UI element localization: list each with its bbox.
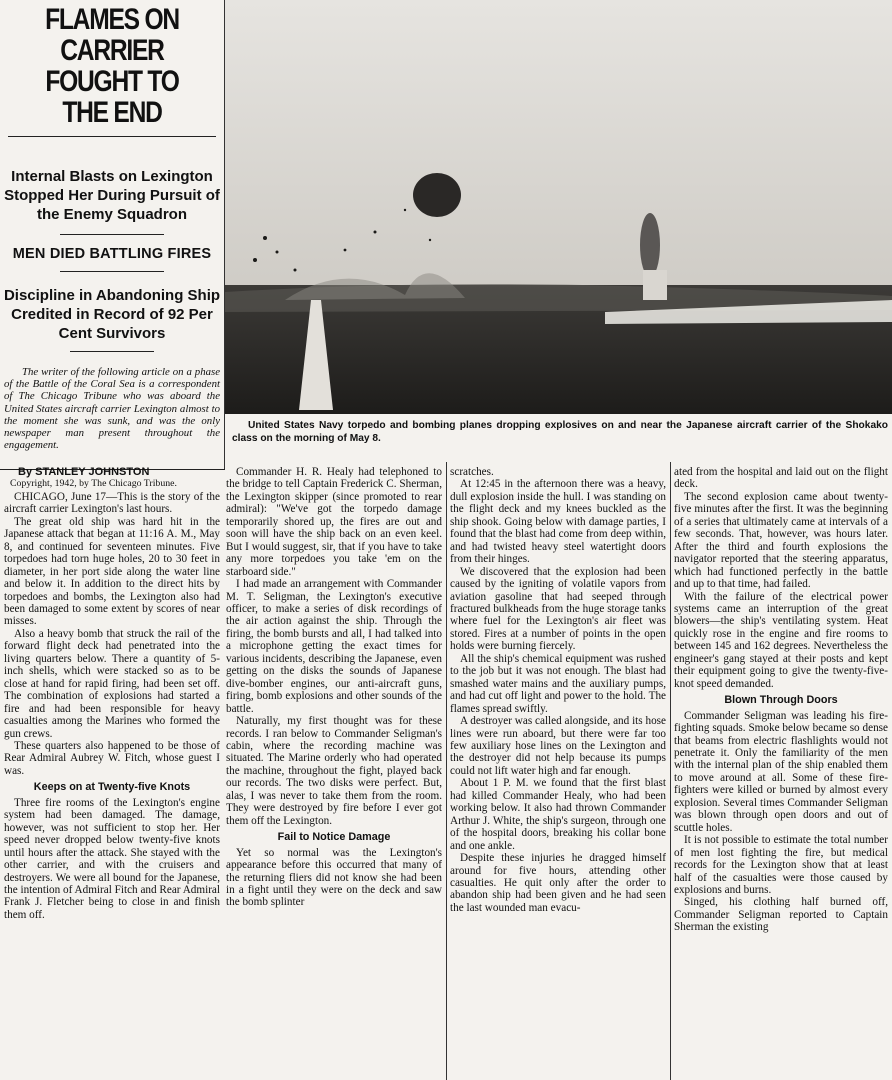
- paragraph: Commander H. R. Healy had telephoned to the bridge to tell Captain Frederick C. Sherman, the Lexington skipper (since promoted to rear admiral): "We've got the torpedo damage temporarily shored up, the fires are out and soon will have the ship back on an even keel. But I would suggest, sir, that if you have to take any more torpedoes you take 'em on the starboard side.": [226, 466, 442, 578]
- article-column-3: [450, 466, 666, 914]
- smoke-column: [640, 213, 660, 277]
- paragraph: These quarters also happened to be those of Rear Admiral Aubrey W. Fitch, whose guest I was.: [4, 739, 220, 777]
- paragraph: We discovered that the explosion had been caused by the igniting of volatile vapors from aviation gasoline that had seeped through fractured bulkheads from the huge storage tanks where fuel for the Lexington's air fleet was stored. Fires at a number of points in the open holds were burning fiercely.: [450, 565, 666, 653]
- editor-note: The writer of the following article on a phase of the Battle of the Coral Sea is a correspondent of The Chicago Tribune who was aboard the United States aircraft carrier Lexington almost to the moment she was sunk, and was the only newspaper man present throughout the engagement.: [4, 366, 220, 452]
- paragraph: With the failure of the electrical power systems came an interruption of the great blowers—the ship's ventilating system. Heat quickly rose in the engine and fire rooms to between 145 and 162 degrees. Nevertheless the engineer's gang stayed at their posts and kept their equipment going to give the twenty-five-knot speed demanded.: [674, 590, 888, 690]
- article-column-4: [674, 466, 888, 934]
- deck-one: Internal Blasts on Lexington Stopped Her During Pursuit of the Enemy Squadron: [4, 168, 220, 223]
- paragraph: Commander Seligman was leading his fire-fighting squads. Smoke below became so dense that beams from electric flashlights would not penetrate it. Only the familiarity of the men with the internal plan of the ship enabled them to move around at all. Some of these fire-fighters were killed or burned by almost every explosion. Several times Commander Seligman was blown through open doors and out of scuttle holes.: [674, 709, 888, 834]
- news-photo: [225, 0, 892, 414]
- copyright-line: Copyright, 1942, by The Chicago Tribune.: [10, 478, 177, 490]
- deck-three: Discipline in Abandoning Ship Credited in Record of 92 Per Cent Survivors: [3, 287, 221, 342]
- paragraph: scratches.: [450, 466, 494, 478]
- deck-two: MEN DIED BATTLING FIRES: [12, 246, 212, 262]
- paragraph: Singed, his clothing half burned off, Commander Seligman reported to Captain Sherman the existing: [674, 896, 888, 934]
- article-column-2: [226, 466, 442, 909]
- headline-divider: [8, 136, 216, 137]
- article-column-1: [4, 466, 220, 921]
- paragraph: I had made an arrangement with Commander M. T. Seligman, the Lexington's executive officer, to make a series of disk recordings of the air action against the ship. Through the firing, the bomb bursts and all, I had talked into a microphone getting the exact times for various incidents, describing the Japanese, even getting on the disks the sounds of Japanese dive-bomber engines, our anti-aircraft guns, firing, bomb explosions and other sounds of the battle.: [226, 578, 442, 715]
- paragraph: Naturally, my first thought was for these records. I ran below to Commander Seligman's cabin, where the recording machine was situated. The Marine orderly who had operated the machine, throughout the fight, played back our records. The two disks were perfect. But, alas, I was never to take them from the room. They were destroyed by fire before I ever got them off the Lexington.: [226, 715, 442, 827]
- paragraph: ated from the hospital and laid out on the flight deck.: [674, 466, 888, 491]
- subheading: Fail to Notice Damage: [277, 831, 391, 844]
- column-rule: [446, 462, 447, 1080]
- paragraph: All the ship's chemical equipment was rushed to the job but it was not enough. The blast had smashed water mains and the auxiliary pumps, and had cut off light and power to the hold. The flames spread swiftly.: [450, 652, 666, 715]
- battle-photo-image: [225, 0, 892, 414]
- byline: By STANLEY JOHNSTON: [18, 466, 150, 478]
- paragraph: Also a heavy bomb that struck the rail of the forward flight deck had penetrated into the living quarters below. There a quantity of 5-inch shells, which were stacked so as to be close at hand for rapid firing, had been set off. The combination of explosions had started a fire and had been responsible for heavy casualties among the Marines who formed the gun crews.: [4, 627, 220, 740]
- paragraph: Despite these injuries he dragged himself around for five hours, attending other casualties. He quit only after the order to abandon ship had been given and he had seen the last wounded man evacu-: [450, 852, 666, 914]
- column-rule: [670, 462, 671, 1080]
- subheading: Blown Through Doors: [724, 694, 838, 707]
- paragraph: About 1 P. M. we found that the first blast had killed Commander Healy, who had been working below. It also had thrown Commander Arthur J. White, the ship's surgeon, through one of the hospital doors, breaking his collar bone and one ankle.: [450, 777, 666, 852]
- paragraph: A destroyer was called alongside, and its hose lines were run aboard, but there were far too few auxiliary hose lines on the Lexington and the destroyer did not help because its pumps could not lift water high and far enough.: [450, 715, 666, 777]
- deck-divider: [60, 271, 164, 272]
- bomb-burst: [413, 173, 461, 217]
- paragraph: Yet so normal was the Lexington's appearance before this occurred that many of the returning fliers did not know she had been in a fight until they were on the deck and saw the bomb splinter: [226, 846, 442, 909]
- paragraph: CHICAGO, June 17—This is the story of the aircraft carrier Lexington's last hours.: [4, 490, 220, 516]
- deck-divider: [70, 351, 154, 352]
- main-headline: FLAMES ON CARRIER FOUGHT TO THE END: [45, 3, 179, 129]
- paragraph: The second explosion came about twenty-five minutes after the first. It was the beginning of a series that ultimately came at intervals of a few seconds. That, however, was hours later. After the third and fourth explosions the navigator reported that the steering apparatus, which had functioned perfectly in the battle and up to that time, had failed.: [674, 490, 888, 591]
- paragraph: At 12:45 in the afternoon there was a heavy, dull explosion inside the hull. I was standing on the flight deck and my knees buckled as the ship shook. Going below with damage parties, I found that the blast had come from deep within, and had twisted heavy steel watertight doors from their hinges.: [450, 478, 666, 566]
- subheading: Keeps on at Twenty-five Knots: [33, 781, 191, 794]
- headline-block: [0, 0, 224, 470]
- paragraph: The great old ship was hard hit in the Japanese attack that began at 11:16 A. M., May 8, and continued for seventeen minutes. Five torpedoes had torn huge holes, 20 to 30 feet in diameter, in her port side along the water line and below it. In addition to the direct hits by torpedoes and bombs, the Lexington also had been damaged to some extent by scores of near misses.: [4, 515, 220, 628]
- deck-divider: [60, 234, 164, 235]
- paragraph: Three fire rooms of the Lexington's engine system had been damaged. The damage, however, was not sufficient to stop her. Her speed never dropped below twenty-five knots until hours after the attack. She stayed with the other carrier, and with the cruisers and destroyers. We were all bound for the Japanese, the intention of Admiral Fitch and Rear Admiral Frank J. Fletcher being to close in and finish them off.: [4, 796, 220, 921]
- paragraph: It is not possible to estimate the total number of men lost fighting the fire, but medical records for the Lexington show that at least half of the casualties were those caused by explosions and burns.: [674, 834, 888, 896]
- photo-caption: United States Navy torpedo and bombing planes dropping explosives on and near the Japanese aircraft carrier of the Shokako class on the morning of May 8.: [232, 420, 888, 444]
